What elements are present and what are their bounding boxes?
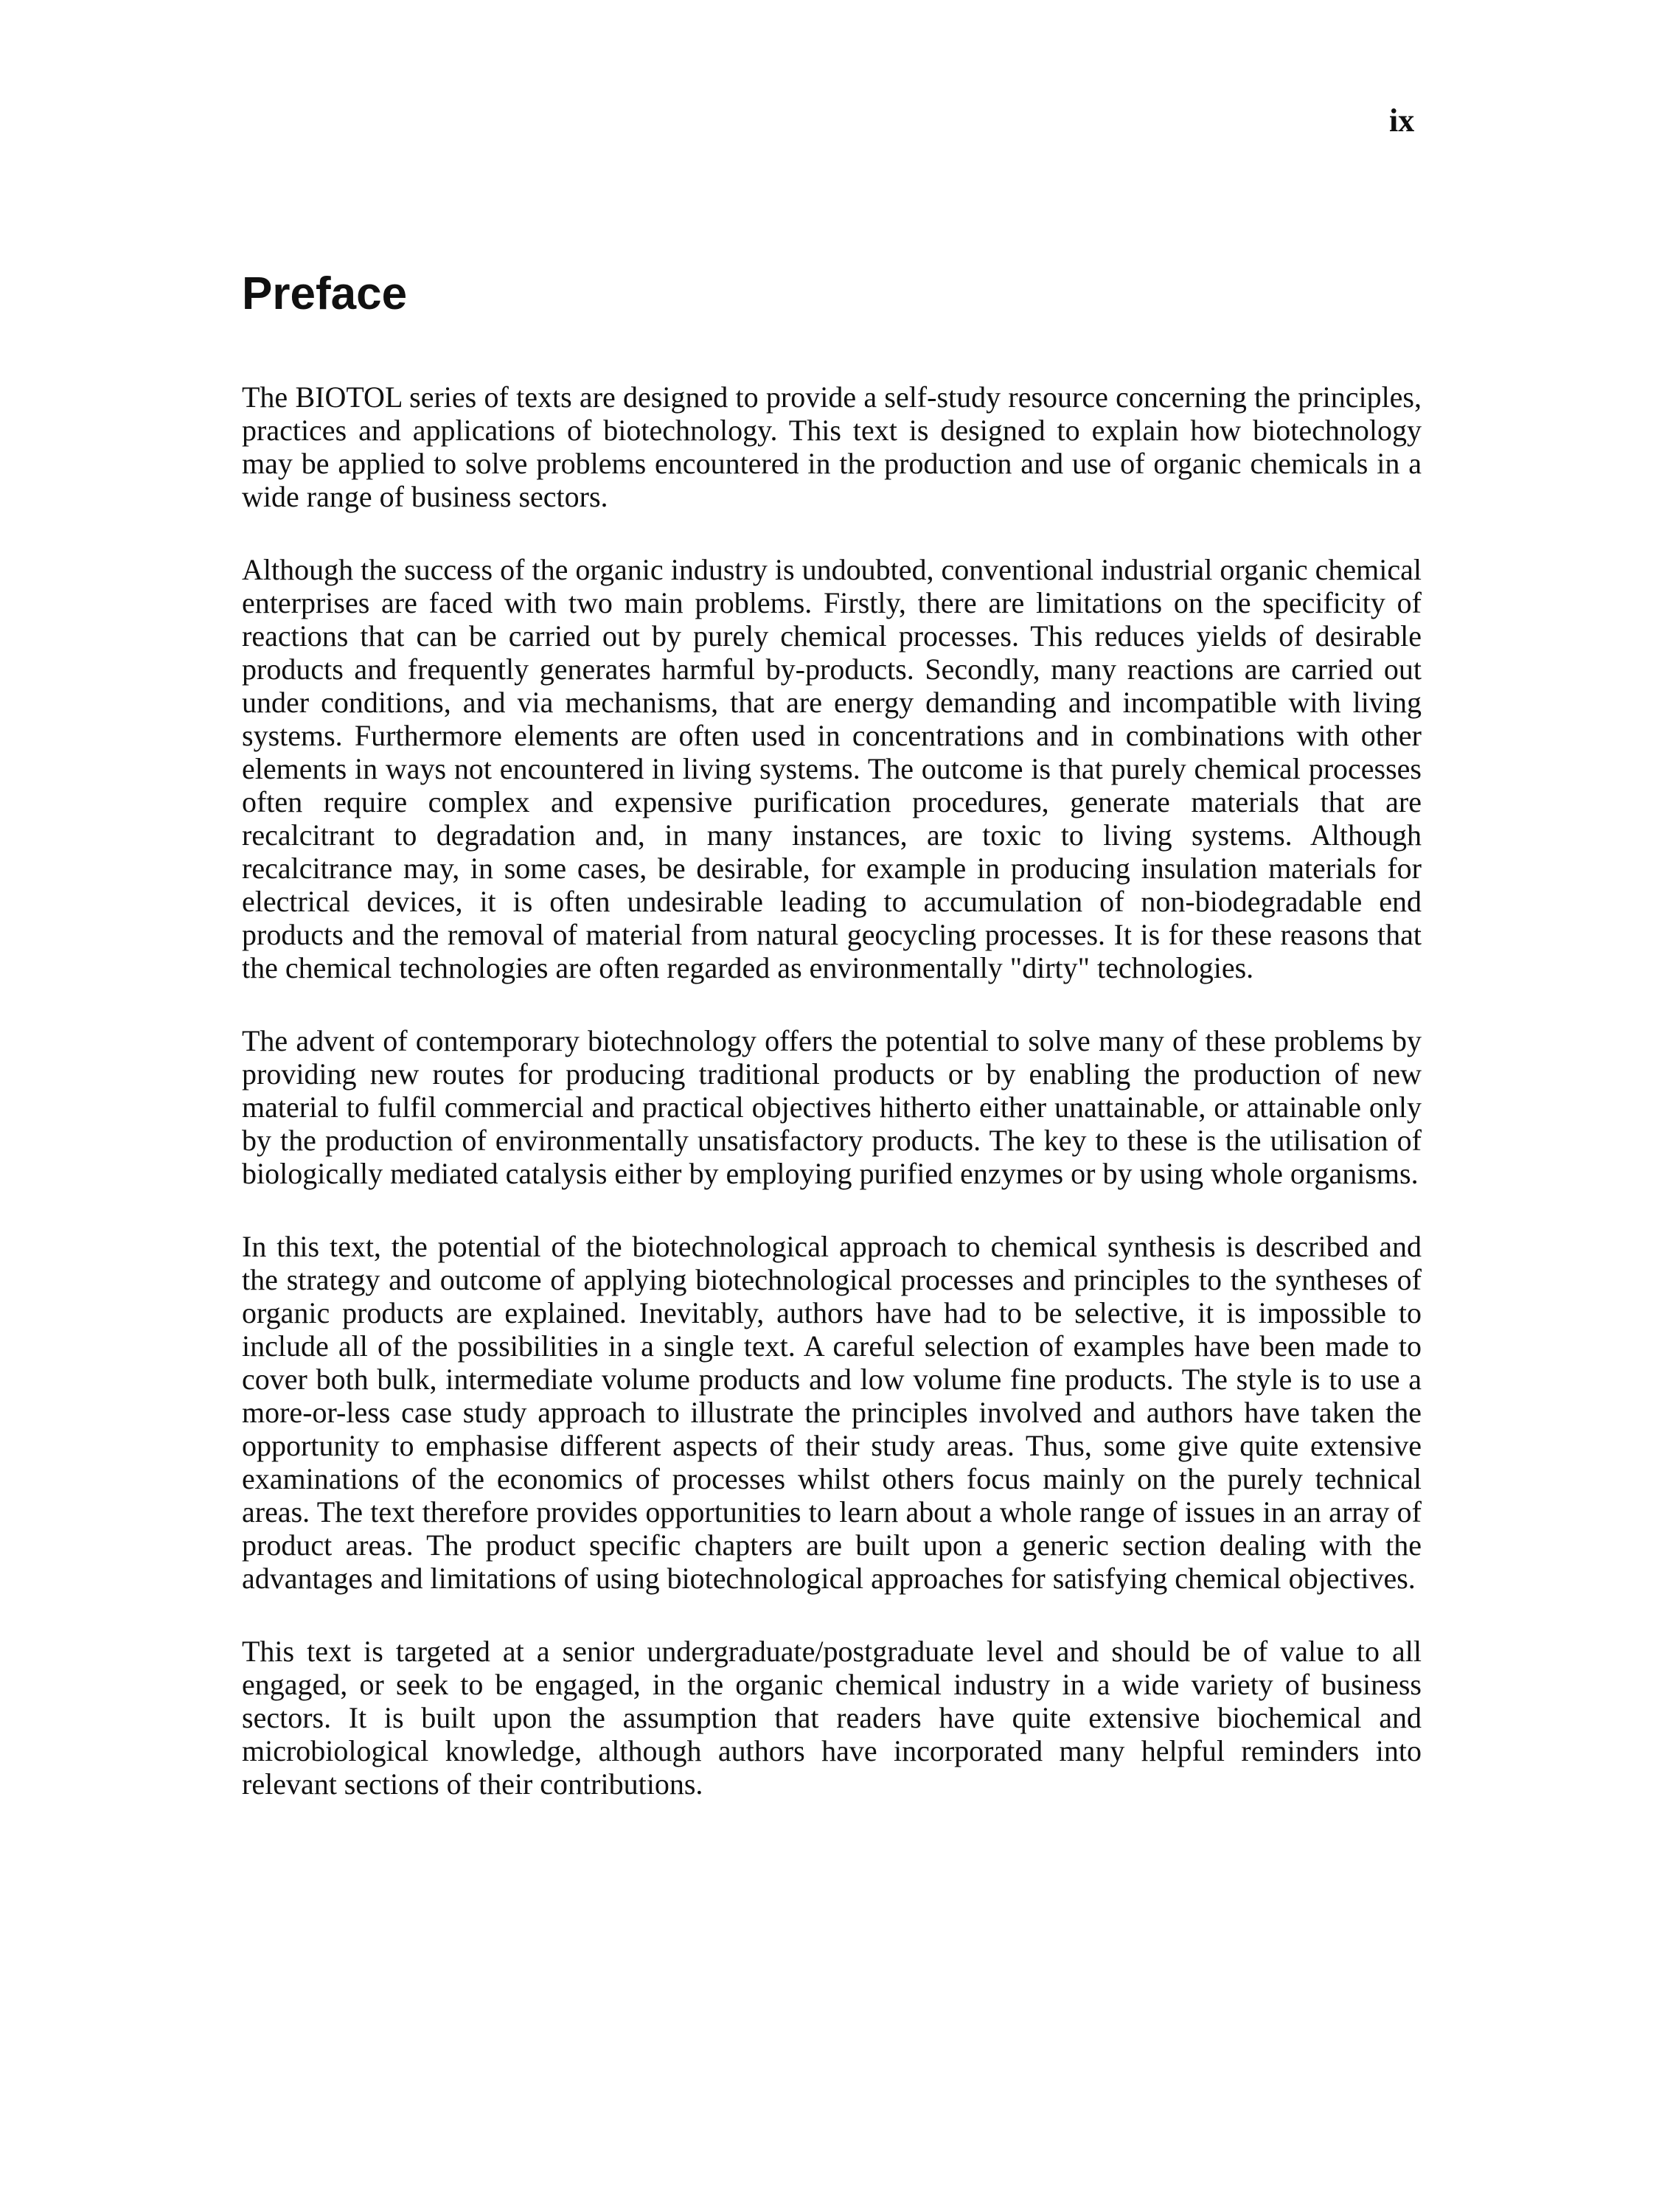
paragraph-problems: Although the success of the organic industry is undoubted, conventional industrial organic chemical enterprises are faced with two main problems. Firstly, there are limitations on the specificity of reactions that can be carried out by purely chemical processes. This reduces yields of desirable products and frequently generates harmful by-products. Secondly, many reactions are carried out under conditions, and via mechanisms, that are energy demanding and incompatible with living systems. Furthermore elements are often used in concentrations and in combinations with other elements in ways not encountered in living systems. The outcome is that purely chemical processes often require complex and expensive purification procedures, generate materials that are recalcitrant to degradation and, in many instances, are toxic to living systems. Although recalcitrance may, in some cases, be desirable, for example in producing insulation materials for electrical devices, it is often undesirable leading to accumulation of non-biodegradable end products and the removal of material from natural geocycling processes. It is for these reasons that the chemical technologies are often regarded as environmentally "dirty" technologies.	[242, 553, 1422, 984]
paragraph-advent: The advent of contemporary biotechnology offers the potential to solve many of these problems by providing new routes for producing traditional products or by enabling the production of new material to fulfil commercial and practical objectives hitherto either unattainable, or attainable only by the production of environmentally unsatisfactory products. The key to these is the utilisation of biologically mediated catalysis either by employing purified enzymes or by using whole organisms.	[242, 1024, 1422, 1190]
paragraph-audience: This text is targeted at a senior undergraduate/postgraduate level and should be of value to all engaged, or seek to be engaged, in the organic chemical industry in a wide variety of business sectors. It is built upon the assumption that readers have quite extensive biochemical and microbiological knowledge, although authors have incorporated many helpful reminders into relevant sections of their contributions.	[242, 1635, 1422, 1801]
page-number: ix	[1389, 102, 1415, 139]
paragraph-approach: In this text, the potential of the biotechnological approach to chemical synthesis is described and the strategy and outcome of applying biotechnological processes and principles to the syntheses of organic products are explained. Inevitably, authors have had to be selective, it is impossible to include all of the possibilities in a single text. A careful selection of examples have been made to cover both bulk, intermediate volume products and low volume fine products. The style is to use a more-or-less case study approach to illustrate the principles involved and authors have taken the opportunity to emphasise different aspects of their study areas. Thus, some give quite extensive examinations of the economics of processes whilst others focus mainly on the purely technical areas. The text therefore provides opportunities to learn about a whole range of issues in an array of product areas. The product specific chapters are built upon a generic section dealing with the advantages and limitations of using biotechnological approaches for satisfying chemical objectives.	[242, 1230, 1422, 1595]
paragraph-intro: The BIOTOL series of texts are designed to provide a self-study resource concerning the principles, practices and applications of biotechnology. This text is designed to explain how biotechnology may be applied to solve problems encountered in the production and use of organic chemicals in a wide range of business sectors.	[242, 380, 1422, 513]
page-title: Preface	[242, 268, 408, 319]
body-text	[242, 380, 1422, 1840]
